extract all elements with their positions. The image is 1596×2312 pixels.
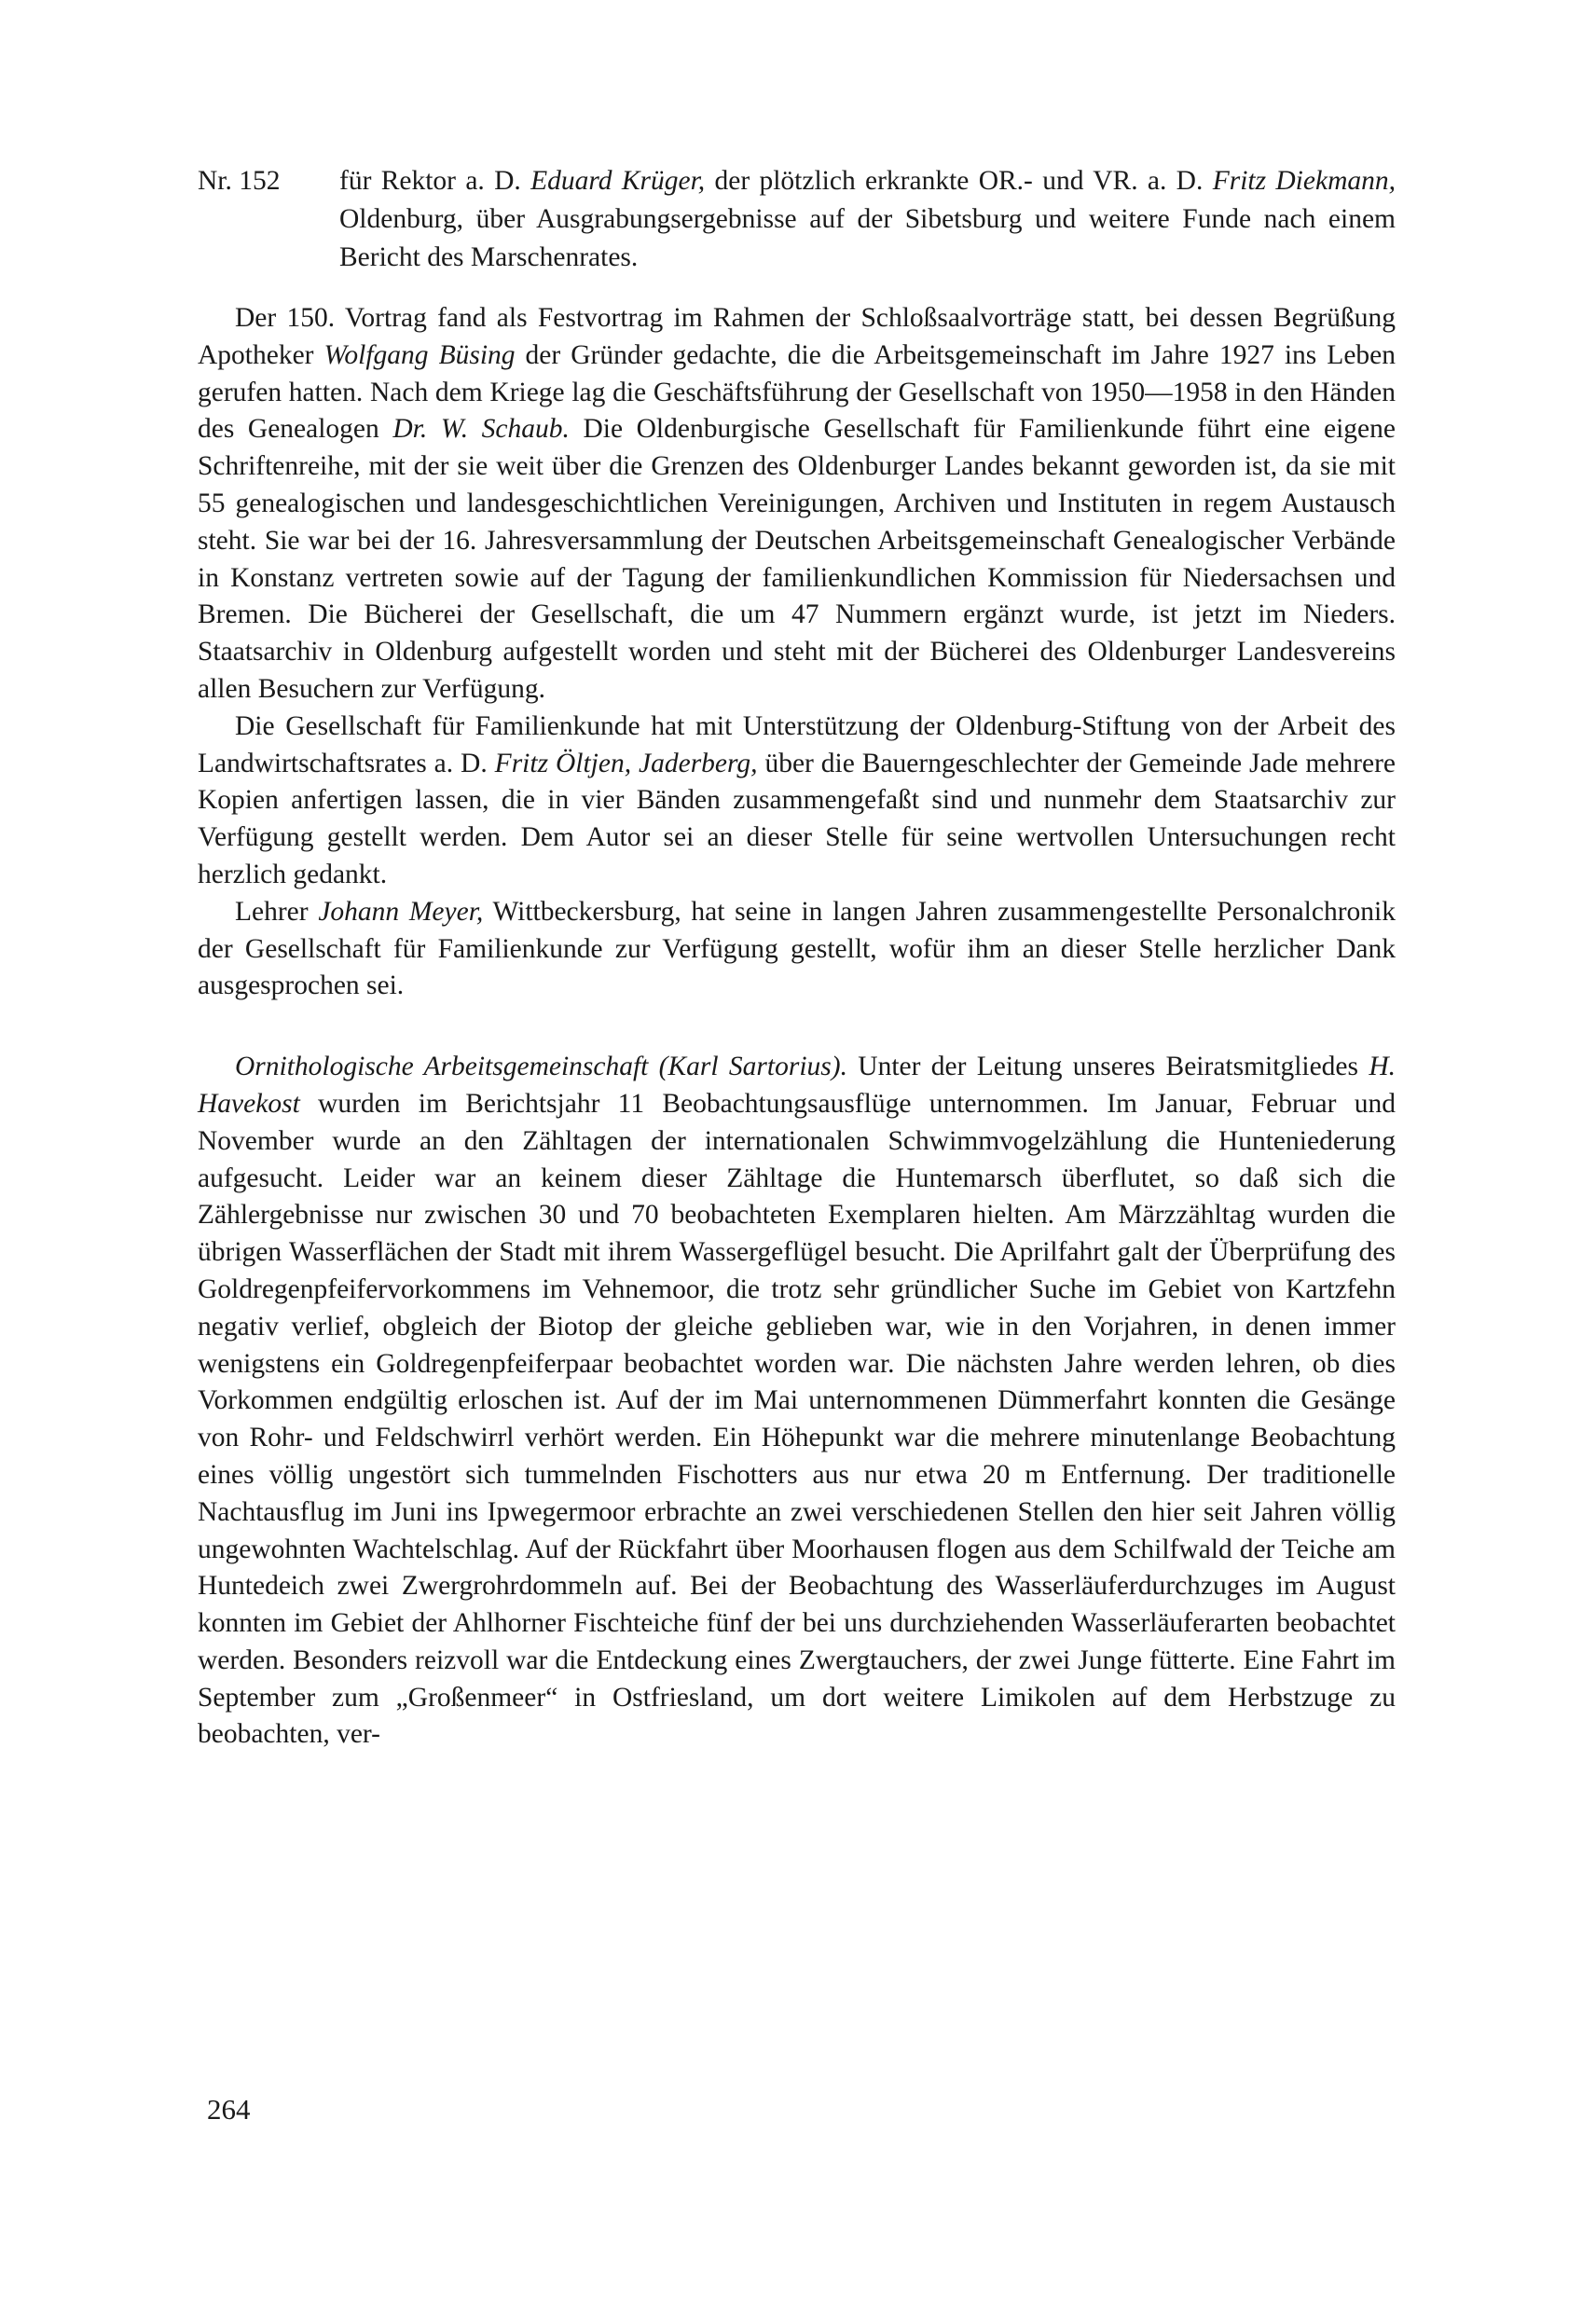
paragraph-text: der Gründer gedachte, die die Arbeitsgemeinschaft im Jahre 1927 ins Leben gerufen hatten. Nach dem Kriege lag die Geschäftsführung der Gesellschaft von 1950—1958 in den Händen des Genealogen (198, 339, 1396, 445)
paragraph-text: Lehrer (235, 896, 319, 927)
entry-text-segment: für Rektor a. D. (339, 166, 531, 196)
paragraph-text: Der 150. Vortrag fand als Festvortrag im Rahmen der Schloßsaalvorträge statt, bei dessen Begrüßung Apotheker (198, 303, 1396, 370)
paragraph-text: Unter der Leitung unseres Beiratsmitgliedes (846, 1052, 1369, 1082)
body-text (198, 300, 1396, 1754)
paragraph-text: über die Bauerngeschlechter der Gemeinde Jade mehrere Kopien anfertigen lassen, die in vier Bänden zusammengefaßt sind und nunmehr dem Staatsarchiv zur Verfügung gestellt werden. Dem Autor sei an dieser Stelle für seine wertvollen Untersuchungen recht herzlich gedankt. (198, 748, 1396, 889)
paragraph-ornithologie (198, 1049, 1396, 1754)
paragraph-personalchronik (198, 894, 1396, 1005)
name-havekost: H. Havekost (198, 1052, 1396, 1119)
entry-number: Nr. 152 (198, 166, 281, 196)
name-dr-schaub: Dr. W. Schaub. (392, 414, 570, 445)
section-heading-ornithologie: Ornithologische Arbeitsgemeinschaft (Karl Sartorius). (235, 1052, 847, 1082)
paragraph-festvortrag (198, 300, 1396, 709)
page-number: 264 (207, 2093, 251, 2126)
paragraph-text: wurden im Berichtsjahr 11 Beobachtungsausflüge unternommen. Im Januar, Februar und November wurde an den Zähltagen der internationalen Schwimmvogelzählung die Hunteniederung aufgesucht. Leider war an keinem dieser Zähltage die Huntemarsch überflutet, so daß sich die Zählergebnisse nur zwischen 30 und 70 beobachteten Exemplaren hielten. Am Märzzähltag wurden die übrigen Wasserflächen der Stadt mit ihrem Wassergeflügel besucht. Die Aprilfahrt galt der Überprüfung des Goldregenpfeifervorkommens im Vehnemoor, die trotz sehr gründlicher Suche im Gebiet von Kartzfehn negativ verlief, obgleich der Biotop der gleiche geblieben war, wie in den Vorjahren, in denen immer wenigstens ein Goldregenpfeiferpaar beobachtet worden war. Die nächsten Jahre werden lehren, ob dies Vorkommen endgültig erloschen ist. Auf der im Mai unternommenen Dümmerfahrt konnten die Gesänge von Rohr- und Feldschwirrl verhört werden. Ein Höhepunkt war die mehrere minutenlange Beobachtung eines völlig ungestört sich tummelnden Fischotters aus nur etwa 20 m Entfernung. Der traditionelle Nachtausflug im Juni ins Ipwegermoor erbrachte an zwei verschiedenen Stellen den hier seit Jahren völlig ungewohnten Wachtelschlag. Auf der Rückfahrt über Moorhausen flogen aus dem Schilfwald der Teiche am Huntedeich zwei Zwergrohrdommeln auf. Bei der Beobachtung des Wasserläuferdurchzuges im August konnten im Gebiet der Ahlhorner Fischteiche fünf der bei uns durchziehenden Wasserläuferarten beobachtet werden. Besonders reizvoll war die Entdeckung eines Zwergtauchers, der zwei Junge fütterte. Eine Fahrt im September zum „Großenmeer“ in Ostfriesland, um dort weitere Limikolen auf dem Herbstzuge zu beobachten, ver- (198, 1088, 1396, 1750)
name-johann-meyer: Johann Meyer, (318, 896, 484, 927)
entry-text-segment: Oldenburg, über Ausgrabungsergebnisse auf der Sibetsburg und weitere Funde nach einem Bericht des Marschenrates. (339, 204, 1396, 272)
paragraph-text: Wittbeckersburg, hat seine in langen Jahren zusammengestellte Personalchronik der Gesellschaft für Familienkunde zur Verfügung gestellt, wofür ihm an dieser Stelle herzlicher Dank ausgesprochen sei. (198, 896, 1396, 1001)
entry-text (339, 162, 1396, 277)
entry-name-krueger: Eduard Krüger, (530, 166, 706, 196)
name-fritz-oeltjen: Fritz Öltjen, Jaderberg, (494, 748, 758, 778)
lecture-entry-152 (198, 162, 1396, 277)
section-gap (198, 1005, 1396, 1049)
entry-text-segment: der plötzlich erkrankte OR.- und VR. a. D. (705, 166, 1213, 196)
entry-name-diekmann: Fritz Diekmann, (1212, 166, 1396, 196)
paragraph-text: Die Gesellschaft für Familienkunde hat mit Unterstützung der Oldenburg-Stiftung von der Arbeit des Landwirtschaftsrates a. D. (198, 710, 1396, 778)
paragraph-bauerngeschlechter (198, 709, 1396, 894)
name-wolfgang-buesing: Wolfgang Büsing (323, 339, 516, 370)
paragraph-text: Die Oldenburgische Gesellschaft für Familienkunde führt eine eigene Schriftenreihe, mit der sie weit über die Grenzen des Oldenburger Landes bekannt geworden ist, da sie mit 55 genealogischen und landesgeschichtlichen Vereinigungen, Archiven und Instituten in regem Austausch steht. Sie war bei der 16. Jahresversammlung der Deutschen Arbeitsgemeinschaft Genealogischer Verbände in Konstanz vertreten sowie auf der Tagung der familienkundlichen Kommission für Niedersachsen und Bremen. Die Bücherei der Gesellschaft, die um 47 Nummern ergänzt wurde, ist jetzt im Nieders. Staatsarchiv in Oldenburg aufgestellt worden und steht mit der Bücherei des Oldenburger Landesvereins allen Besuchern zur Verfügung. (198, 414, 1396, 704)
